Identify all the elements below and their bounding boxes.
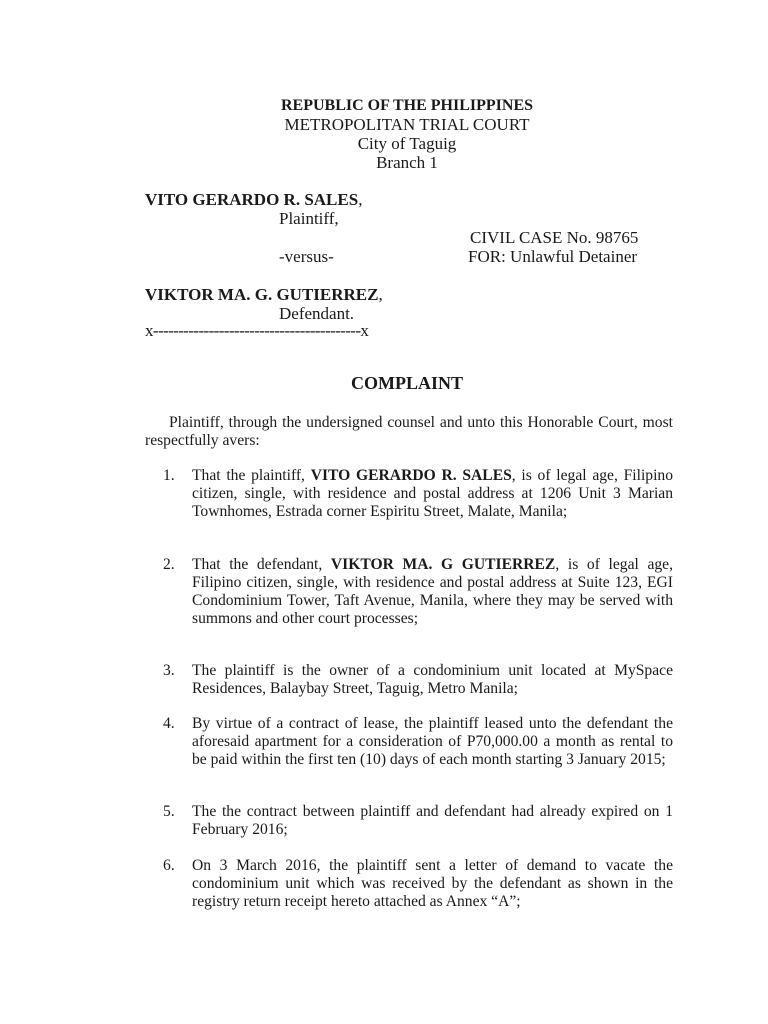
allegation-text-post: , is of legal age, Filipino citizen, single, with residence and postal address at 1206 Unit 3 Marian Townhomes, Estrada corner Espiritu Street, Malate, Manila; (192, 467, 674, 520)
allegation-number: 2. (163, 556, 175, 573)
allegation-number: 5. (163, 803, 175, 820)
defendant-role: Defendant. (279, 304, 355, 323)
allegation-text (192, 467, 673, 521)
allegation-text (192, 715, 673, 769)
allegation-text (192, 662, 673, 698)
allegation-number: 3. (163, 662, 175, 679)
defendant-comma: , (378, 285, 383, 304)
intro-paragraph: Plaintiff, through the undersigned counsel and unto this Honorable Court, most respectfully avers: (145, 414, 673, 449)
plaintiff-name: VITO GERARDO R. SALES (145, 190, 359, 209)
header-republic: REPUBLIC OF THE PHILIPPINES (280, 97, 534, 114)
allegation-item (163, 467, 673, 521)
allegation-text-pre: By virtue of a contract of lease, the plaintiff leased unto the defendant the aforesaid apartment for a consideration of P70,000.00 a month as rental to be paid within the first ten (10) days of each month starting 3 January 2015; (192, 715, 673, 768)
plaintiff-comma: , (358, 190, 363, 209)
header-city: City of Taguig (357, 134, 457, 153)
case-for: FOR: Unlawful Detainer (468, 247, 638, 266)
allegation-item (163, 556, 673, 628)
versus: -versus- (279, 247, 334, 266)
case-number: CIVIL CASE No. 98765 (470, 228, 639, 247)
caption-separator: x-----------------------------------------x (145, 321, 369, 340)
plaintiff-line (145, 189, 362, 210)
allegation-number: 1. (163, 467, 175, 484)
defendant-name: VIKTOR MA. G. GUTIERREZ (145, 285, 379, 304)
allegation-number: 4. (163, 715, 175, 732)
allegation-text (192, 857, 673, 911)
document-title: COMPLAINT (351, 373, 463, 393)
defendant-line (145, 284, 383, 305)
header-branch: Branch 1 (376, 153, 438, 172)
allegation-text-bold: VIKTOR MA. G GUTIERREZ (330, 556, 556, 573)
allegation-item (163, 857, 673, 911)
allegation-item (163, 803, 673, 839)
allegation-number: 6. (163, 857, 175, 874)
allegation-text-bold: VITO GERARDO R. SALES (310, 467, 512, 484)
allegation-text-pre: That the plaintiff, (192, 467, 311, 484)
allegation-text-pre: That the defendant, (192, 556, 331, 573)
allegation-item (163, 662, 673, 698)
allegation-text (192, 556, 673, 628)
allegation-text-pre: The plaintiff is the owner of a condominium unit located at MySpace Residences, Balaybay Street, Taguig, Metro Manila; (192, 662, 673, 697)
allegation-text (192, 803, 673, 839)
plaintiff-role: Plaintiff, (279, 209, 339, 228)
allegation-text-pre: On 3 March 2016, the plaintiff sent a letter of demand to vacate the condominium unit which was received by the defendant as shown in the registry return receipt hereto attached as Annex “A”; (192, 857, 673, 910)
allegation-text-pre: The the contract between plaintiff and defendant had already expired on 1 February 2016; (192, 803, 673, 838)
allegation-item (163, 715, 673, 769)
header-court: METROPOLITAN TRIAL COURT (284, 115, 530, 134)
allegation-text-post: , is of legal age, Filipino citizen, single, with residence and postal address at Suite 123, EGI Condominium Tower, Taft Avenue, Manila, where they may be served with summons and other court processes; (192, 556, 673, 627)
